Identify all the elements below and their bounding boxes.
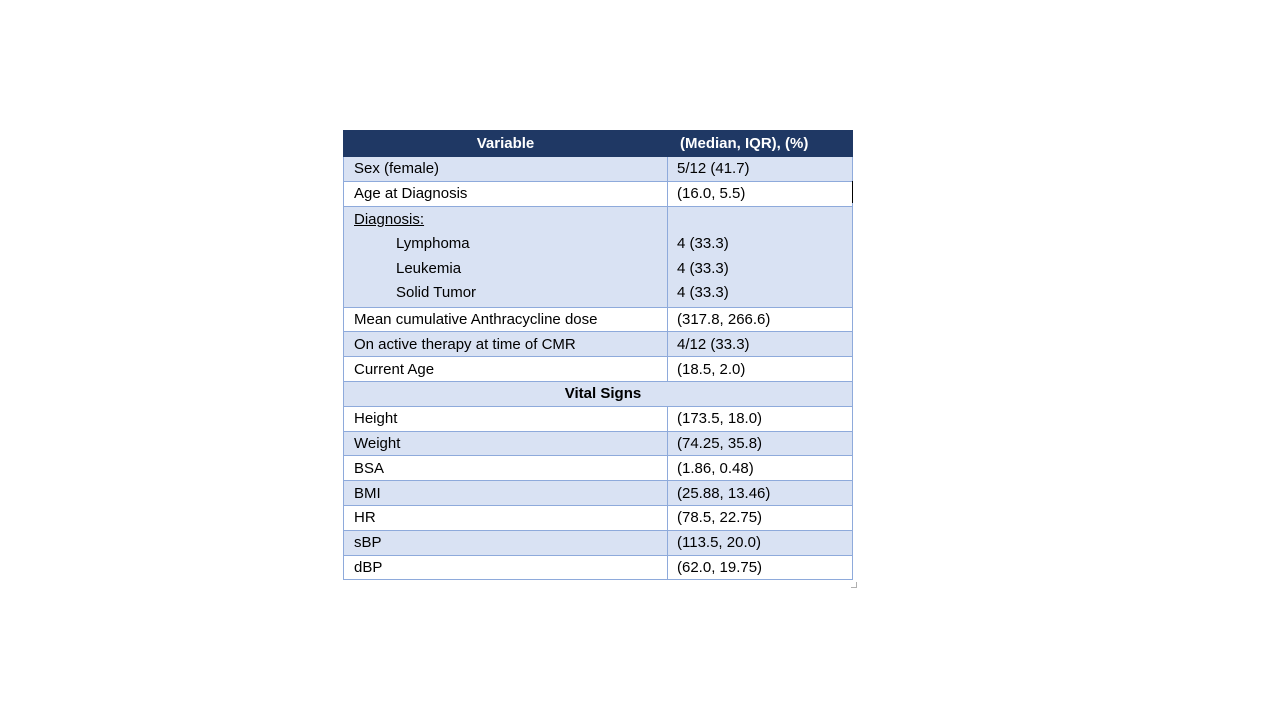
row-label: dBP — [344, 555, 668, 580]
row-label: Weight — [344, 431, 668, 456]
row-label: Height — [344, 406, 668, 431]
diagnosis-values — [668, 206, 853, 307]
section-row-vital-signs — [344, 381, 853, 406]
table-row — [344, 505, 853, 530]
table-row — [344, 481, 853, 506]
diagnosis-blank — [677, 209, 852, 234]
text-cursor — [852, 181, 853, 203]
row-value: (78.5, 22.75) — [668, 505, 853, 530]
table-row — [344, 530, 853, 555]
table-row — [344, 307, 853, 332]
row-label: Age at Diagnosis — [344, 181, 668, 206]
diagnosis-item-value: 4 (33.3) — [677, 259, 729, 277]
row-value: (74.25, 35.8) — [668, 431, 853, 456]
section-title: Vital Signs — [344, 381, 853, 406]
diagnosis-item-label: Leukemia — [396, 259, 462, 277]
row-value: 5/12 (41.7) — [668, 157, 853, 182]
patient-characteristics-table — [343, 130, 853, 580]
table-row — [344, 332, 853, 357]
diagnosis-item-value: 4 (33.3) — [677, 284, 729, 302]
row-value: (62.0, 19.75) — [668, 555, 853, 580]
table-row — [344, 357, 853, 382]
row-label: Current Age — [344, 357, 668, 382]
table-row — [344, 555, 853, 580]
header-median-iqr: (Median, IQR), (%) — [668, 131, 853, 157]
row-value: (18.5, 2.0) — [668, 357, 853, 382]
diagnosis-row — [344, 206, 853, 307]
table-row — [344, 157, 853, 182]
row-value: 4/12 (33.3) — [668, 332, 853, 357]
header-variable: Variable — [344, 131, 668, 157]
row-value: (1.86, 0.48) — [668, 456, 853, 481]
table-header-row — [344, 131, 853, 157]
diagnosis-item-label: Solid Tumor — [396, 284, 477, 302]
row-label: On active therapy at time of CMR — [344, 332, 668, 357]
table-row — [344, 431, 853, 456]
table-row — [344, 456, 853, 481]
table-resize-handle[interactable] — [851, 582, 857, 588]
diagnosis-item-label: Lymphoma — [396, 235, 470, 253]
table-row — [344, 406, 853, 431]
row-label: HR — [344, 505, 668, 530]
row-label: Mean cumulative Anthracycline dose — [344, 307, 668, 332]
row-value: (317.8, 266.6) — [668, 307, 853, 332]
row-value: (113.5, 20.0) — [668, 530, 853, 555]
diagnosis-labels — [344, 206, 668, 307]
row-label: BSA — [344, 456, 668, 481]
row-label: Sex (female) — [344, 157, 668, 182]
diagnosis-heading: Diagnosis: — [354, 210, 425, 228]
diagnosis-item-value: 4 (33.3) — [677, 235, 729, 253]
row-value: (16.0, 5.5) — [668, 181, 853, 206]
row-label: sBP — [344, 530, 668, 555]
row-value: (173.5, 18.0) — [668, 406, 853, 431]
row-value: (25.88, 13.46) — [668, 481, 853, 506]
row-label: BMI — [344, 481, 668, 506]
table-row — [344, 181, 853, 206]
